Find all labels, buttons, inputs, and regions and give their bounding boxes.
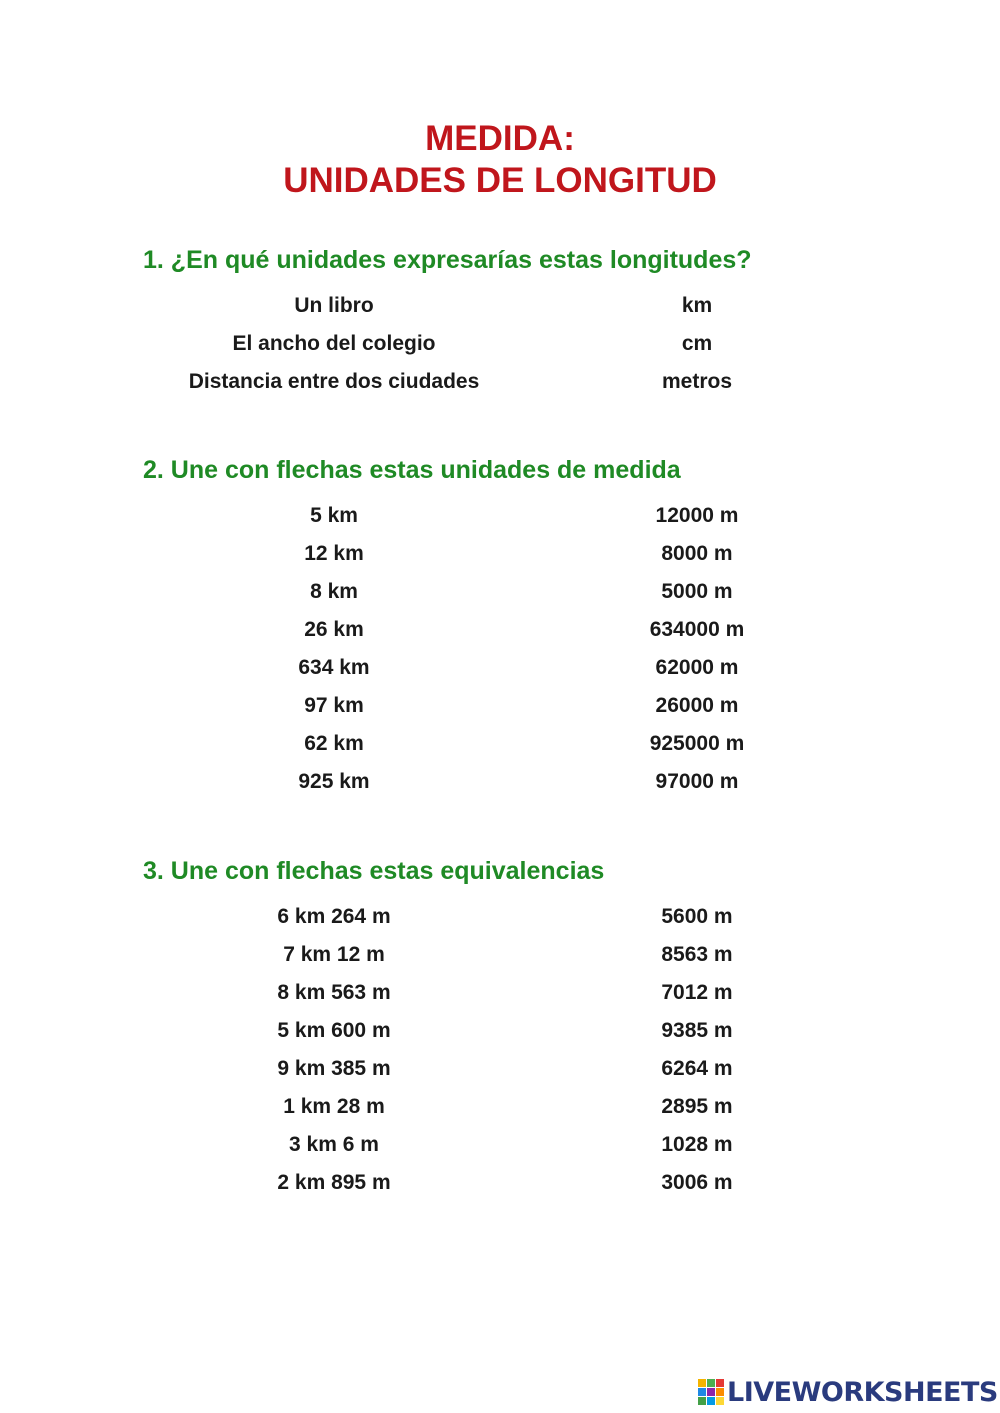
item-right: 8563 m	[661, 943, 733, 966]
page-title-line-2: UNIDADES DE LONGITUD	[283, 161, 717, 200]
item-left: 6 km 264 m	[277, 905, 391, 928]
liveworksheets-logo-icon	[697, 1378, 725, 1406]
item-right: 6264 m	[661, 1057, 733, 1080]
list-item	[0, 1088, 1000, 1126]
item-left: 5 km 600 m	[277, 1019, 391, 1042]
item-right: 12000 m	[655, 504, 739, 527]
liveworksheets-brand	[697, 1376, 998, 1408]
list-item	[0, 974, 1000, 1012]
item-left: Un libro	[294, 294, 374, 317]
item-right: km	[681, 294, 713, 317]
item-left: 26 km	[304, 618, 364, 641]
list-item	[0, 325, 1000, 363]
list-item	[0, 611, 1000, 649]
list-item	[0, 1126, 1000, 1164]
list-item	[0, 898, 1000, 936]
list-item	[0, 497, 1000, 535]
section-3-heading: 3. Une con flechas estas equivalencias	[143, 857, 605, 885]
item-left: 62 km	[304, 732, 364, 755]
item-left: 1 km 28 m	[283, 1095, 385, 1118]
item-right: 62000 m	[655, 656, 739, 679]
item-left: 7 km 12 m	[283, 943, 385, 966]
list-item	[0, 649, 1000, 687]
item-right: 925000 m	[649, 732, 745, 755]
item-right: 2895 m	[661, 1095, 733, 1118]
list-item	[0, 535, 1000, 573]
page-title	[0, 118, 1000, 202]
item-right: 8000 m	[661, 542, 733, 565]
list-item	[0, 363, 1000, 401]
list-item	[0, 763, 1000, 801]
item-right: metros	[661, 370, 733, 393]
list-item	[0, 287, 1000, 325]
item-left: 3 km 6 m	[289, 1133, 379, 1156]
section-1-heading: 1. ¿En qué unidades expresarías estas longitudes?	[143, 246, 752, 274]
item-right: 7012 m	[661, 981, 733, 1004]
item-left: 97 km	[304, 694, 364, 717]
item-left: 8 km	[310, 580, 358, 603]
list-item	[0, 1012, 1000, 1050]
section-2-heading: 2. Une con flechas estas unidades de medida	[143, 456, 681, 484]
item-left: Distancia entre dos ciudades	[188, 370, 480, 393]
item-right: 1028 m	[661, 1133, 733, 1156]
item-left: 634 km	[298, 656, 370, 679]
list-item	[0, 687, 1000, 725]
item-right: 26000 m	[655, 694, 739, 717]
item-right: 9385 m	[661, 1019, 733, 1042]
list-item	[0, 936, 1000, 974]
item-right: 5600 m	[661, 905, 733, 928]
list-item	[0, 725, 1000, 763]
page-title-line-1: MEDIDA:	[425, 119, 575, 158]
item-left: 925 km	[298, 770, 370, 793]
list-item	[0, 1164, 1000, 1202]
list-item	[0, 1050, 1000, 1088]
item-left: 8 km 563 m	[277, 981, 391, 1004]
item-right: 5000 m	[661, 580, 733, 603]
item-left: 2 km 895 m	[277, 1171, 391, 1194]
item-left: 5 km	[310, 504, 358, 527]
item-left: 9 km 385 m	[277, 1057, 391, 1080]
brand-name: LIVEWORKSHEETS	[727, 1376, 998, 1408]
list-item	[0, 573, 1000, 611]
item-right: 3006 m	[661, 1171, 733, 1194]
item-right: 634000 m	[649, 618, 745, 641]
item-left: 12 km	[304, 542, 364, 565]
item-right: cm	[681, 332, 713, 355]
item-left: El ancho del colegio	[232, 332, 436, 355]
item-right: 97000 m	[655, 770, 739, 793]
